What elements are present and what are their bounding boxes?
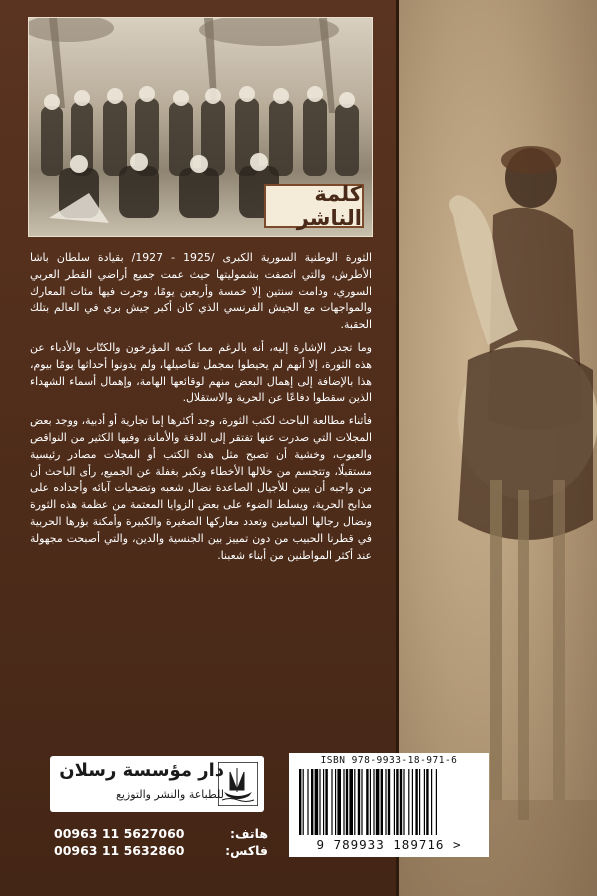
barcode-bar [396, 769, 398, 835]
barcode-bar [366, 769, 368, 835]
barcode-bar [307, 769, 308, 835]
barcode-bar [415, 769, 417, 835]
publisher-tagline: للطباعة والنشر والتوزيع [115, 788, 224, 801]
barcode-bar [299, 769, 301, 835]
paragraph-2: وما تجدر الإشارة إليه، أنه بالرغم مما كتبه المؤرخون والكتّاب والأدباء عن هذه الثورة، إلا أنهم لم يحيطوا بمجمل تفاصيلها، ولم يدونوا أحداثها يومًا بيوم، هذا بالإضافة إلى إهمال البعض منهم لوقائعها الهامة، وإهمال أسماء الشهداء الذين سقطوا دفاعًا عن الحرية والاستقلال. [30, 340, 372, 405]
barcode-bar [337, 769, 341, 835]
barcode-bar [373, 769, 374, 835]
barcode-bar [412, 769, 413, 835]
barcode-bar [388, 769, 390, 835]
paragraph-3: فأثناء مطالعة الباحث لكتب الثورة، وجد أكثرها إما تجارية أو أدبية، ووجد بعض المجلات التي صدرت عنها تفتقر إلى الدقة والأمانة، وفيها الكثير من النواقص والعيوب، وخشية أن تصبح مثل هذه الكتب أو المجلات مصادر رئيسية مستقبلًا، وتتجسم من خلالها الأخطاء وتكبر بغفلة عن الجميع، رأى الباحث أن من واجبه أن يبين للأجيال الصاعدة نضال شعبه وتضحيات آبائه وأجداده على مذابح الحرية، ويسلط الضوء على بعض الزوايا المعتمة من عظمة هذه الثورة ونضال رجالها الميامين وتعدد معاركها الصغيرة والكبيرة وأمكنة بؤرها الحربية في قطرنا الحبيب من دون تمييز بين الجنسية والدين، والتي أصبحت مجهولة عند أكثر المواطنين من أبناء شعبنا. [30, 414, 372, 562]
phone-number: 00963 11 5627060 [54, 826, 185, 841]
barcode-bars [299, 769, 479, 835]
barcode-bar [311, 769, 313, 835]
barcode-bar [303, 769, 304, 835]
barcode-bar [361, 769, 362, 835]
barcode-bar [424, 769, 425, 835]
fax-row [54, 843, 268, 858]
barcode-bar [400, 769, 402, 835]
barcode-bar [331, 769, 332, 835]
barcode-bar [323, 769, 324, 835]
barcode-bar [349, 769, 353, 835]
publisher-logo [50, 756, 264, 812]
barcode-bar [315, 769, 319, 835]
barcode-bar [436, 769, 437, 835]
barcode-bar [319, 769, 320, 835]
barcode-bar [403, 769, 404, 835]
historical-group-photo [28, 17, 373, 237]
paragraph-1: الثورة الوطنية السورية الكبرى /1925 - 1927/ بقيادة سلطان باشا الأطرش، والتي اتصفت بشموليتها حيث عمت جميع أراضي القطر العربي السوري، ودامت سنتين إلا خمسة وأربعين يومًا، وجرت فيها مئات المعارك والمواجهات مع الجيش الفرنسي الذي كان أكبر جيش بري في العالم بتلك الحقبة. [30, 251, 373, 332]
ship-icon [218, 762, 258, 806]
fax-number: 00963 11 5632860 [54, 843, 185, 858]
isbn-label: ISBN 978-9933-18-971-6 [320, 755, 458, 766]
barcode-bar [358, 769, 360, 835]
barcode-bar [325, 769, 327, 835]
barcode-bar [370, 769, 371, 835]
barcode [289, 753, 489, 857]
barcode-bar [431, 769, 432, 835]
fax-label: فاكس: [225, 843, 268, 858]
barcode-bar [346, 769, 348, 835]
barcode-bar [394, 769, 395, 835]
barcode-bar [385, 769, 386, 835]
publisher-name: دار مؤسسة رسلان [59, 760, 224, 781]
publisher-note-label: كلمة الناشر [264, 184, 364, 228]
body-text [30, 250, 372, 570]
phone-label: هاتف: [230, 826, 268, 841]
barcode-bar [426, 769, 428, 835]
barcode-bar [376, 769, 380, 835]
barcode-bar [343, 769, 344, 835]
phone-row [54, 826, 268, 841]
barcode-digits: 9 789933 189716 > [316, 837, 462, 852]
barcode-bar [381, 769, 383, 835]
barcode-bar [335, 769, 336, 835]
barcode-bar [419, 769, 420, 835]
barcode-bar [354, 769, 355, 835]
barcode-bar [408, 769, 409, 835]
